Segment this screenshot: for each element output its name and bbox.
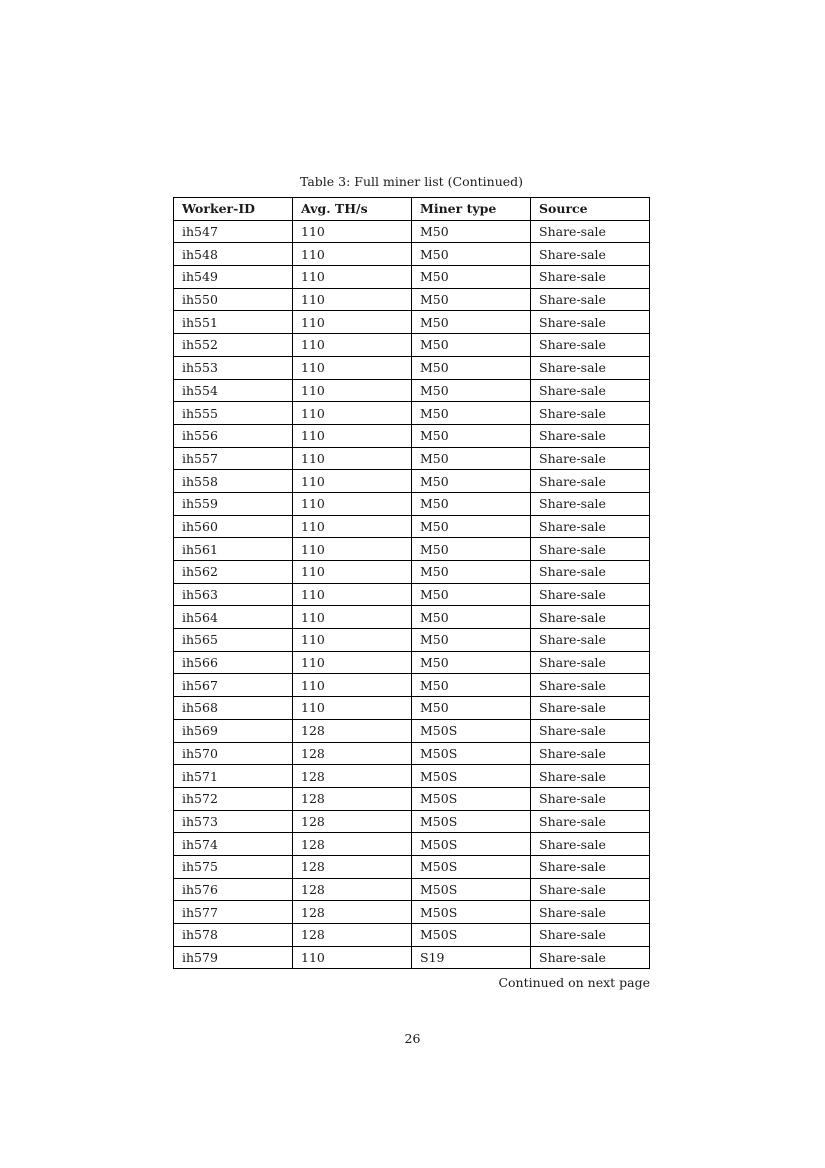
cell-avg-ths: 110 [293, 220, 412, 243]
cell-avg-ths: 110 [293, 266, 412, 289]
cell-avg-ths: 110 [293, 492, 412, 515]
miner-table [173, 197, 650, 969]
cell-worker-id: ih552 [174, 334, 293, 357]
cell-miner-type: S19 [412, 946, 531, 969]
cell-worker-id: ih547 [174, 220, 293, 243]
cell-source: Share-sale [531, 787, 650, 810]
cell-avg-ths: 110 [293, 629, 412, 652]
cell-source: Share-sale [531, 719, 650, 742]
cell-avg-ths: 110 [293, 515, 412, 538]
cell-miner-type: M50 [412, 311, 531, 334]
header-worker-id: Worker-ID [174, 198, 293, 221]
cell-miner-type: M50 [412, 651, 531, 674]
cell-source: Share-sale [531, 402, 650, 425]
table-row [174, 651, 650, 674]
cell-worker-id: ih578 [174, 924, 293, 947]
cell-avg-ths: 110 [293, 583, 412, 606]
cell-source: Share-sale [531, 266, 650, 289]
table-row [174, 606, 650, 629]
table-row [174, 266, 650, 289]
cell-avg-ths: 128 [293, 924, 412, 947]
cell-worker-id: ih571 [174, 765, 293, 788]
cell-source: Share-sale [531, 583, 650, 606]
cell-source: Share-sale [531, 379, 650, 402]
cell-source: Share-sale [531, 447, 650, 470]
cell-source: Share-sale [531, 878, 650, 901]
cell-miner-type: M50S [412, 901, 531, 924]
cell-source: Share-sale [531, 424, 650, 447]
cell-avg-ths: 110 [293, 424, 412, 447]
table-row [174, 470, 650, 493]
cell-miner-type: M50 [412, 220, 531, 243]
cell-miner-type: M50 [412, 515, 531, 538]
cell-avg-ths: 110 [293, 697, 412, 720]
header-miner-type: Miner type [412, 198, 531, 221]
cell-miner-type: M50 [412, 561, 531, 584]
cell-worker-id: ih566 [174, 651, 293, 674]
cell-miner-type: M50 [412, 266, 531, 289]
cell-source: Share-sale [531, 288, 650, 311]
table-row [174, 538, 650, 561]
cell-miner-type: M50S [412, 719, 531, 742]
cell-worker-id: ih554 [174, 379, 293, 402]
table-row [174, 334, 650, 357]
cell-source: Share-sale [531, 901, 650, 924]
cell-miner-type: M50 [412, 243, 531, 266]
cell-worker-id: ih576 [174, 878, 293, 901]
cell-worker-id: ih567 [174, 674, 293, 697]
cell-miner-type: M50 [412, 288, 531, 311]
table-row [174, 515, 650, 538]
cell-worker-id: ih563 [174, 583, 293, 606]
cell-worker-id: ih555 [174, 402, 293, 425]
cell-worker-id: ih575 [174, 855, 293, 878]
cell-source: Share-sale [531, 924, 650, 947]
cell-worker-id: ih551 [174, 311, 293, 334]
cell-worker-id: ih556 [174, 424, 293, 447]
cell-miner-type: M50 [412, 356, 531, 379]
table-row [174, 402, 650, 425]
cell-miner-type: M50 [412, 492, 531, 515]
cell-source: Share-sale [531, 765, 650, 788]
cell-source: Share-sale [531, 674, 650, 697]
table-caption: Table 3: Full miner list (Continued) [299, 174, 524, 189]
cell-worker-id: ih565 [174, 629, 293, 652]
cell-avg-ths: 110 [293, 946, 412, 969]
cell-miner-type: M50 [412, 583, 531, 606]
cell-source: Share-sale [531, 243, 650, 266]
cell-source: Share-sale [531, 946, 650, 969]
table-row [174, 243, 650, 266]
cell-miner-type: M50S [412, 742, 531, 765]
cell-avg-ths: 110 [293, 243, 412, 266]
cell-miner-type: M50 [412, 697, 531, 720]
table-row [174, 810, 650, 833]
table-row [174, 901, 650, 924]
cell-avg-ths: 110 [293, 674, 412, 697]
cell-worker-id: ih573 [174, 810, 293, 833]
table-row [174, 288, 650, 311]
cell-avg-ths: 110 [293, 606, 412, 629]
cell-worker-id: ih564 [174, 606, 293, 629]
cell-worker-id: ih559 [174, 492, 293, 515]
table-row [174, 742, 650, 765]
cell-miner-type: M50 [412, 538, 531, 561]
cell-worker-id: ih558 [174, 470, 293, 493]
cell-avg-ths: 110 [293, 470, 412, 493]
cell-source: Share-sale [531, 515, 650, 538]
table-row [174, 833, 650, 856]
cell-worker-id: ih548 [174, 243, 293, 266]
table-row [174, 924, 650, 947]
table-row [174, 311, 650, 334]
header-row [174, 198, 650, 221]
table-row [174, 220, 650, 243]
cell-avg-ths: 128 [293, 878, 412, 901]
cell-avg-ths: 110 [293, 288, 412, 311]
cell-avg-ths: 110 [293, 561, 412, 584]
cell-miner-type: M50 [412, 447, 531, 470]
cell-avg-ths: 128 [293, 765, 412, 788]
table-row [174, 674, 650, 697]
cell-miner-type: M50S [412, 855, 531, 878]
cell-miner-type: M50 [412, 606, 531, 629]
cell-worker-id: ih577 [174, 901, 293, 924]
cell-miner-type: M50 [412, 424, 531, 447]
header-avg-ths: Avg. TH/s [293, 198, 412, 221]
cell-miner-type: M50 [412, 402, 531, 425]
cell-source: Share-sale [531, 810, 650, 833]
cell-worker-id: ih572 [174, 787, 293, 810]
cell-worker-id: ih557 [174, 447, 293, 470]
cell-avg-ths: 110 [293, 651, 412, 674]
cell-worker-id: ih561 [174, 538, 293, 561]
cell-source: Share-sale [531, 470, 650, 493]
cell-miner-type: M50S [412, 810, 531, 833]
cell-avg-ths: 110 [293, 311, 412, 334]
cell-avg-ths: 128 [293, 810, 412, 833]
table-row [174, 878, 650, 901]
table-row [174, 379, 650, 402]
cell-avg-ths: 110 [293, 447, 412, 470]
cell-worker-id: ih553 [174, 356, 293, 379]
cell-avg-ths: 110 [293, 356, 412, 379]
cell-worker-id: ih574 [174, 833, 293, 856]
cell-source: Share-sale [531, 855, 650, 878]
cell-source: Share-sale [531, 651, 650, 674]
page-number: 26 [404, 1031, 421, 1046]
cell-miner-type: M50S [412, 787, 531, 810]
table-row [174, 629, 650, 652]
cell-worker-id: ih562 [174, 561, 293, 584]
cell-miner-type: M50S [412, 878, 531, 901]
cell-miner-type: M50 [412, 674, 531, 697]
cell-worker-id: ih550 [174, 288, 293, 311]
cell-source: Share-sale [531, 334, 650, 357]
continued-note: Continued on next page [498, 975, 650, 990]
cell-avg-ths: 128 [293, 855, 412, 878]
cell-miner-type: M50 [412, 379, 531, 402]
cell-source: Share-sale [531, 697, 650, 720]
cell-avg-ths: 128 [293, 901, 412, 924]
cell-avg-ths: 128 [293, 787, 412, 810]
cell-source: Share-sale [531, 833, 650, 856]
table-row [174, 765, 650, 788]
cell-avg-ths: 110 [293, 334, 412, 357]
cell-source: Share-sale [531, 742, 650, 765]
table-row [174, 855, 650, 878]
cell-source: Share-sale [531, 356, 650, 379]
cell-worker-id: ih579 [174, 946, 293, 969]
cell-avg-ths: 128 [293, 833, 412, 856]
cell-source: Share-sale [531, 492, 650, 515]
cell-avg-ths: 110 [293, 402, 412, 425]
table-body [174, 220, 650, 969]
cell-source: Share-sale [531, 220, 650, 243]
cell-avg-ths: 128 [293, 719, 412, 742]
cell-worker-id: ih570 [174, 742, 293, 765]
cell-miner-type: M50S [412, 833, 531, 856]
cell-source: Share-sale [531, 606, 650, 629]
table-row [174, 447, 650, 470]
table-row [174, 424, 650, 447]
cell-worker-id: ih569 [174, 719, 293, 742]
cell-source: Share-sale [531, 538, 650, 561]
cell-source: Share-sale [531, 311, 650, 334]
table-row [174, 356, 650, 379]
cell-miner-type: M50S [412, 924, 531, 947]
cell-miner-type: M50 [412, 470, 531, 493]
header-source: Source [531, 198, 650, 221]
cell-miner-type: M50 [412, 334, 531, 357]
cell-source: Share-sale [531, 561, 650, 584]
cell-avg-ths: 110 [293, 379, 412, 402]
table-header [174, 198, 650, 221]
cell-avg-ths: 110 [293, 538, 412, 561]
table-row [174, 697, 650, 720]
cell-worker-id: ih549 [174, 266, 293, 289]
table-row [174, 583, 650, 606]
table-row [174, 946, 650, 969]
cell-worker-id: ih568 [174, 697, 293, 720]
table-row [174, 719, 650, 742]
table-row [174, 561, 650, 584]
cell-avg-ths: 128 [293, 742, 412, 765]
table-row [174, 787, 650, 810]
table-row [174, 492, 650, 515]
cell-worker-id: ih560 [174, 515, 293, 538]
cell-miner-type: M50 [412, 629, 531, 652]
cell-miner-type: M50S [412, 765, 531, 788]
cell-source: Share-sale [531, 629, 650, 652]
